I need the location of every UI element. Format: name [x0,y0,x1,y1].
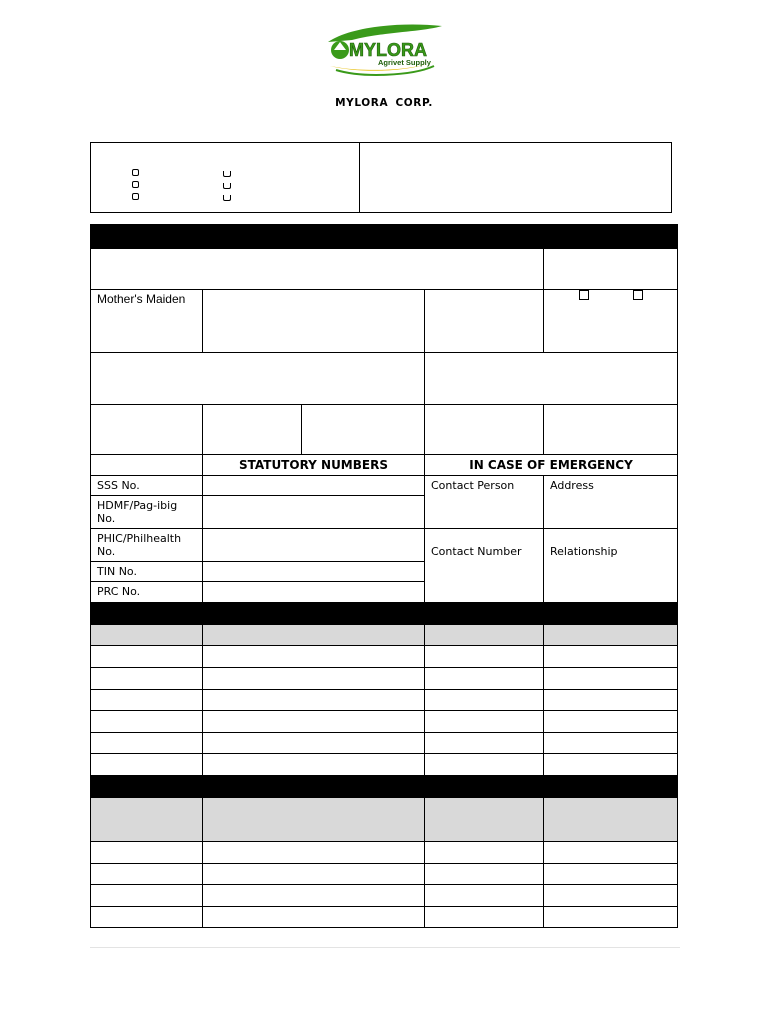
detail-field-1[interactable] [91,405,203,455]
tin-label: TIN No. [91,562,203,582]
section-bar-2 [91,603,678,625]
prc-label: PRC No. [91,582,203,603]
checkbox-6[interactable] [223,195,231,201]
prc-field[interactable] [203,582,425,603]
hdmf-field[interactable] [203,496,425,529]
checkbox-4[interactable] [223,171,231,177]
statutory-numbers-header: STATUTORY NUMBERS [203,455,425,476]
svg-text:Agrivet Supply: Agrivet Supply [378,58,431,67]
mothers-maiden-extra-field[interactable] [425,290,544,353]
checkbox-2[interactable] [132,181,139,188]
table-row [91,885,678,907]
phic-label: PHIC/Philhealth No. [91,529,203,562]
mothers-maiden-field[interactable] [203,290,425,353]
table-row [91,733,678,754]
statutory-blank [91,455,203,476]
address-field[interactable] [91,353,425,405]
gender-choices [544,290,678,353]
contact-person-label: Contact Person [425,476,544,529]
employee-form [90,224,678,928]
section-bar-3 [91,776,678,798]
contact-number-label: Contact Number [425,529,544,603]
section-bar-personal [91,225,678,249]
table-row [91,668,678,690]
logo-graphic [322,20,446,80]
checkbox-option-a[interactable] [579,290,589,300]
relationship-label: Relationship [544,529,678,603]
phic-field[interactable] [203,529,425,562]
company-logo [322,20,446,80]
sss-field[interactable] [203,476,425,496]
table-row [91,711,678,733]
table3-header-1 [91,798,203,842]
table2-header-4 [544,625,678,646]
table2-header-3 [425,625,544,646]
table3-header-3 [425,798,544,842]
header-box-right [360,143,671,212]
tin-field[interactable] [203,562,425,582]
checkbox-3[interactable] [132,193,139,200]
hdmf-label: HDMF/Pag-ibig No. [91,496,203,529]
options-panel [91,143,360,212]
table-row [91,907,678,928]
table-row [91,864,678,885]
address-side-field[interactable] [425,353,678,405]
checkbox-1[interactable] [132,169,139,176]
detail-field-4[interactable] [425,405,544,455]
address-label: Address [544,476,678,529]
table2-header-1 [91,625,203,646]
table2-header-2 [203,625,425,646]
detail-field-5[interactable] [544,405,678,455]
detail-field-3[interactable] [302,405,425,455]
checkbox-5[interactable] [223,183,231,189]
page-divider [90,947,680,948]
svg-text:MYLORA: MYLORA [349,40,427,60]
table-row [91,690,678,711]
checkbox-option-b[interactable] [633,290,643,300]
table-row [91,754,678,776]
table-row [91,842,678,864]
emergency-header: IN CASE OF EMERGENCY [425,455,678,476]
sss-label: SSS No. [91,476,203,496]
mothers-maiden-label: Mother's Maiden [91,290,203,353]
table-row [91,646,678,668]
table3-header-4 [544,798,678,842]
name-field[interactable] [91,249,544,290]
header-box [90,142,672,213]
name-side-field[interactable] [544,249,678,290]
detail-field-2[interactable] [203,405,302,455]
table3-header-2 [203,798,425,842]
company-name: MYLORA CORP. [335,97,433,109]
